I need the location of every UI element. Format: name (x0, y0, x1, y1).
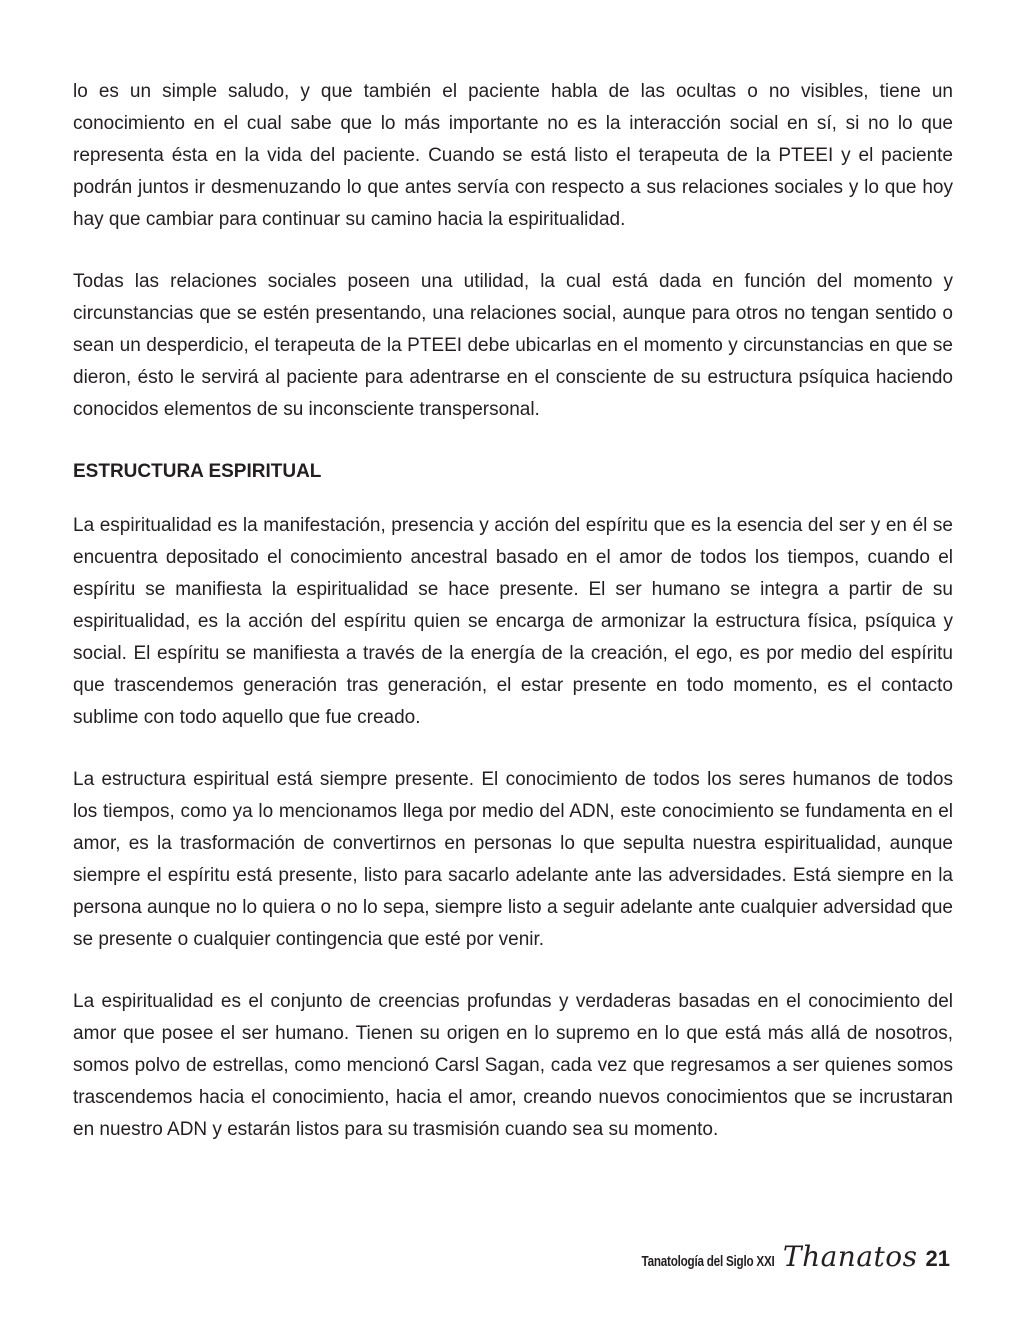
paragraph-4: La estructura espiritual está siempre presente. El conocimiento de todos los seres humanos de todos los tiempos, como ya lo mencionamos llega por medio del ADN, este conocimiento se fundamenta en el amor, es la trasformación de convertirnos en personas lo que sepulta nuestra espiritualidad, aunque siempre el espíritu está presente, listo para sacarlo adelante ante las adversidades. Está siempre en la persona aunque no lo quiera o no lo sepa, siempre listo a seguir adelante ante cualquier adversidad que se presente o cualquier contingencia que esté por venir. (73, 769, 953, 950)
page-number: 21 (925, 1246, 950, 1271)
page-footer (604, 1240, 950, 1280)
publication-name: Tanatología del Siglo XXI (641, 1253, 775, 1270)
paragraph-2: Todas las relaciones sociales poseen una utilidad, la cual está dada en función del momento y circunstancias que se estén presentando, una relaciones social, aunque para otros no tengan sentido o sean un desperdicio, el terapeuta de la PTEEI debe ubicarlas en el momento y circunstancias en que se dieron, ésto le servirá al paciente para adentrarse en el consciente de su estructura psíquica haciendo conocidos elementos de su inconsciente transpersonal. (73, 271, 953, 420)
thanatos-logo: Thanatos (782, 1240, 918, 1273)
page-body (73, 76, 953, 1176)
paragraph-1: lo es un simple saludo, y que también el paciente habla de las ocultas o no visibles, tiene un conocimiento en el cual sabe que lo más importante no es la interacción social en sí, si no lo que representa ésta en la vida del paciente. Cuando se está listo el terapeuta de la PTEEI y el paciente podrán juntos ir desmenuzando lo que antes servía con respecto a sus relaciones sociales y lo que hoy hay que cambiar para continuar su camino hacia la espiritualidad. (73, 81, 953, 230)
paragraph-3: La espiritualidad es la manifestación, presencia y acción del espíritu que es la esencia del ser y en él se encuentra depositado el conocimiento ancestral basado en el amor de todos los tiempos, cuando el espíritu se manifiesta la espiritualidad se hace presente. El ser humano se integra a partir de su espiritualidad, es la acción del espíritu quien se encarga de armonizar la estructura física, psíquica y social. El espíritu se manifiesta a través de la energía de la creación, el ego, es por medio del espíritu que trascendemos generación tras generación, el estar presente en todo momento, es el contacto sublime con todo aquello que fue creado. (73, 515, 953, 728)
paragraph-5: La espiritualidad es el conjunto de creencias profundas y verdaderas basadas en el conocimiento del amor que posee el ser humano. Tienen su origen en lo supremo en lo que está más allá de nosotros, somos polvo de estrellas, como mencionó Carsl Sagan, cada vez que regresamos a ser quienes somos trascendemos hacia el conocimiento, hacia el amor, creando nuevos conocimientos que se incrustaran en nuestro ADN y estarán listos para su trasmisión cuando sea su momento. (73, 991, 953, 1140)
section-heading: ESTRUCTURA ESPIRITUAL (73, 461, 322, 482)
